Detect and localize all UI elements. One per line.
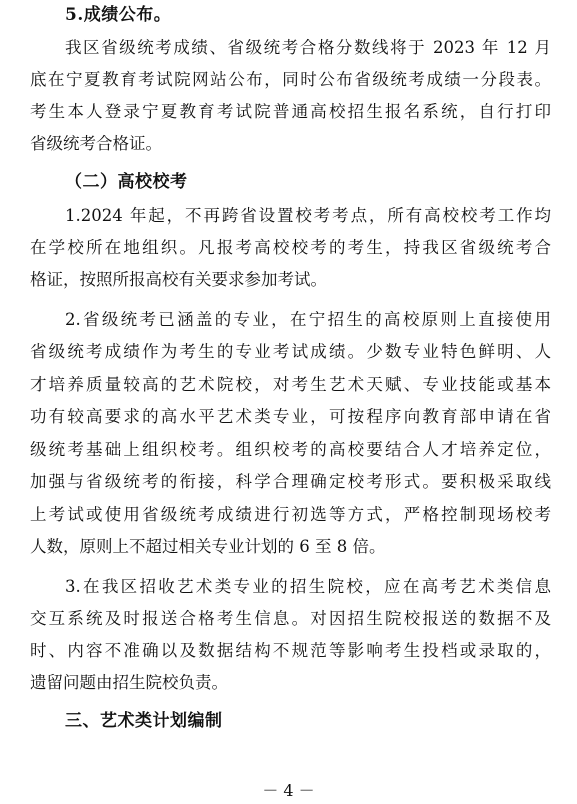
page-number: － 4 － (262, 781, 315, 800)
paragraph-line: 省级统考成绩作为考生的专业考试成绩。少数专业特色鲜明、人 (30, 342, 551, 361)
paragraph-line: 1.2024 年起，不再跨省设置校考考点，所有高校校考工作均 (65, 206, 551, 225)
paragraph-line: 才培养质量较高的艺术院校，对考生艺术天赋、专业技能或基本 (30, 375, 551, 394)
paragraph-line: 3.在我区招收艺术类专业的招生院校，应在高考艺术类信息 (65, 577, 551, 596)
paragraph-line: 加强与省级统考的衔接，科学合理确定校考形式。要积极采取线 (30, 472, 551, 491)
section-heading-school-exams: （二）高校校考 (65, 172, 188, 192)
paragraph-line: 级统考基础上组织校考。组织校考的高校要结合人才培养定位， (30, 440, 551, 459)
paragraph-line: 2.省级统考已涵盖的专业，在宁招生的高校原则上直接使用 (65, 310, 551, 329)
paragraph-line: 遗留问题由招生院校负责。 (30, 673, 228, 692)
paragraph-line: 考生本人登录宁夏教育考试院普通高校招生报名系统，自行打印 (30, 102, 551, 121)
paragraph-line: 人数，原则上不超过相关专业计划的 6 至 8 倍。 (30, 537, 386, 556)
section-heading-art-plan: 三、艺术类计划编制 (65, 711, 223, 731)
paragraph-line: 交互系统及时报送合格考生信息。对因招生院校报送的数据不及 (30, 609, 551, 628)
paragraph-line: 上考试或使用省级统考成绩进行初选等方式，严格控制现场校考 (30, 505, 551, 524)
paragraph-line: 格证，按照所报高校有关要求参加考试。 (30, 270, 327, 289)
paragraph-line: 底在宁夏教育考试院网站公布，同时公布省级统考成绩一分段表。 (30, 70, 551, 89)
section-heading-scores-release: 5.成绩公布。 (65, 5, 172, 25)
paragraph-line: 时、内容不准确以及数据结构不规范等影响考生投档或录取的， (30, 641, 551, 660)
paragraph-line: 功有较高要求的高水平艺术类专业，可按程序向教育部申请在省 (30, 407, 551, 426)
paragraph-line: 我区省级统考成绩、省级统考合格分数线将于 2023 年 12 月 (65, 38, 551, 57)
paragraph-line: 在学校所在地组织。凡报考高校校考的考生，持我区省级统考合 (30, 238, 551, 257)
paragraph-line: 省级统考合格证。 (30, 134, 162, 153)
